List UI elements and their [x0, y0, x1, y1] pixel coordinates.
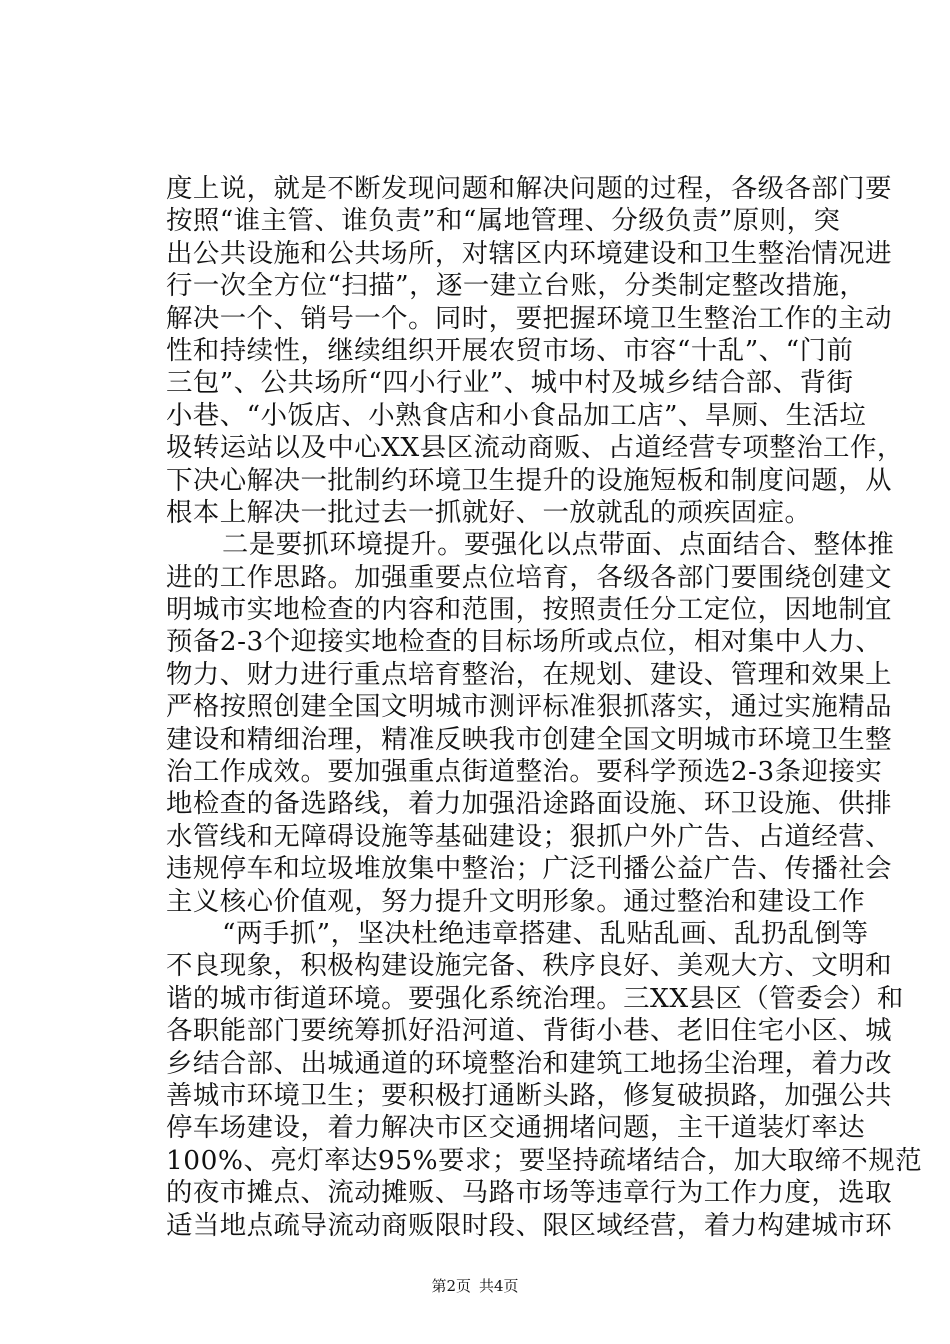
text-line: 解决一个、销号一个。同时，要把握环境卫生整治工作的主动: [166, 302, 893, 334]
text-line: 物力、财力进行重点培育整治，在规划、建设、管理和效果上: [166, 658, 893, 690]
text-line: 三包”、公共场所“四小行业”、城中村及城乡结合部、背街: [166, 367, 854, 399]
text-line: 地检查的备选路线，着力加强沿途路面设施、环卫设施、供排: [166, 788, 893, 820]
text-line: 进的工作思路。加强重要点位培育，各级各部门要围绕创建文: [166, 561, 893, 593]
text-line: 的夜市摊点、流动摊贩、马路市场等违章行为工作力度，选取: [166, 1177, 893, 1209]
paragraph-start-line: 二是要抓环境提升。要强化以点带面、点面结合、整体推: [222, 529, 895, 561]
text-line: 小巷、“小饭店、小熟食店和小食品加工店”、旱厕、生活垃: [166, 399, 867, 431]
text-line: 建设和精细治理，精准反映我市创建全国文明城市环境卫生整: [166, 723, 893, 755]
text-line: 度上说，就是不断发现问题和解决问题的过程，各级各部门要: [166, 173, 893, 204]
text-line: 主义核心价值观，努力提升文明形象。通过整治和建设工作: [166, 885, 866, 917]
text-line: 违规停车和垃圾堆放集中整治；广泛刊播公益广告、传播社会: [166, 853, 893, 885]
text-line: 适当地点疏导流动商贩限时段、限区域经营，着力构建城市环: [166, 1209, 893, 1241]
text-line: 下决心解决一批制约环境卫生提升的设施短板和制度问题，从: [166, 464, 893, 496]
text-line: 100%、亮灯率达95%要求；要坚持疏堵结合，加大取缔不规范: [166, 1144, 923, 1176]
text-line: 水管线和无障碍设施等基础建设；狠抓户外广告、占道经营、: [166, 820, 893, 852]
text-line: 停车场建设，着力解决市区交通拥堵问题，主干道装灯率达: [166, 1112, 866, 1144]
text-line: 根本上解决一批过去一抓就好、一放就乱的顽疾固症。: [166, 496, 812, 528]
body-text: [166, 173, 923, 1242]
text-line: 治工作成效。要加强重点街道整治。要科学预选2-3条迎接实: [166, 756, 883, 788]
text-line: 善城市环境卫生；要积极打通断头路，修复破损路，加强公共: [166, 1079, 893, 1111]
text-line: 各职能部门要统筹抓好沿河道、背街小巷、老旧住宅小区、城: [166, 1015, 893, 1047]
text-line: 出公共设施和公共场所，对辖区内环境建设和卫生整治情况进: [166, 237, 893, 269]
text-line: 不良现象，积极构建设施完备、秩序良好、美观大方、文明和: [166, 950, 893, 982]
total-pages: 共4页: [479, 1277, 519, 1295]
text-line: 严格按照创建全国文明城市测评标准狠抓落实，通过实施精品: [166, 691, 893, 723]
text-line: 预备2-3个迎接实地检查的目标场所或点位，相对集中人力、: [166, 626, 883, 658]
text-line: 明城市实地检查的内容和范围，按照责任分工定位，因地制宜: [166, 594, 893, 626]
text-line: 乡结合部、出城通道的环境整治和建筑工地扬尘治理，着力改: [166, 1047, 893, 1079]
text-line: 谐的城市街道环境。要强化系统治理。三XX县区（管委会）和: [166, 982, 904, 1014]
page-footer: [0, 1276, 950, 1296]
text-line: 按照“谁主管、谁负责”和“属地管理、分级负责”原则，突: [166, 205, 841, 237]
paragraph-start-line: “两手抓”，坚决杜绝违章搭建、乱贴乱画、乱扔乱倒等: [222, 917, 869, 949]
text-line: 圾转运站以及中心XX县区流动商贩、占道经营专项整治工作，: [166, 432, 904, 464]
page-number: 第2页: [431, 1277, 471, 1295]
text-line: 性和持续性，继续组织开展农贸市场、市容“十乱”、“门前: [166, 334, 854, 366]
text-line: 行一次全方位“扫描”，逐一建立台账，分类制定整改措施，: [166, 270, 867, 302]
